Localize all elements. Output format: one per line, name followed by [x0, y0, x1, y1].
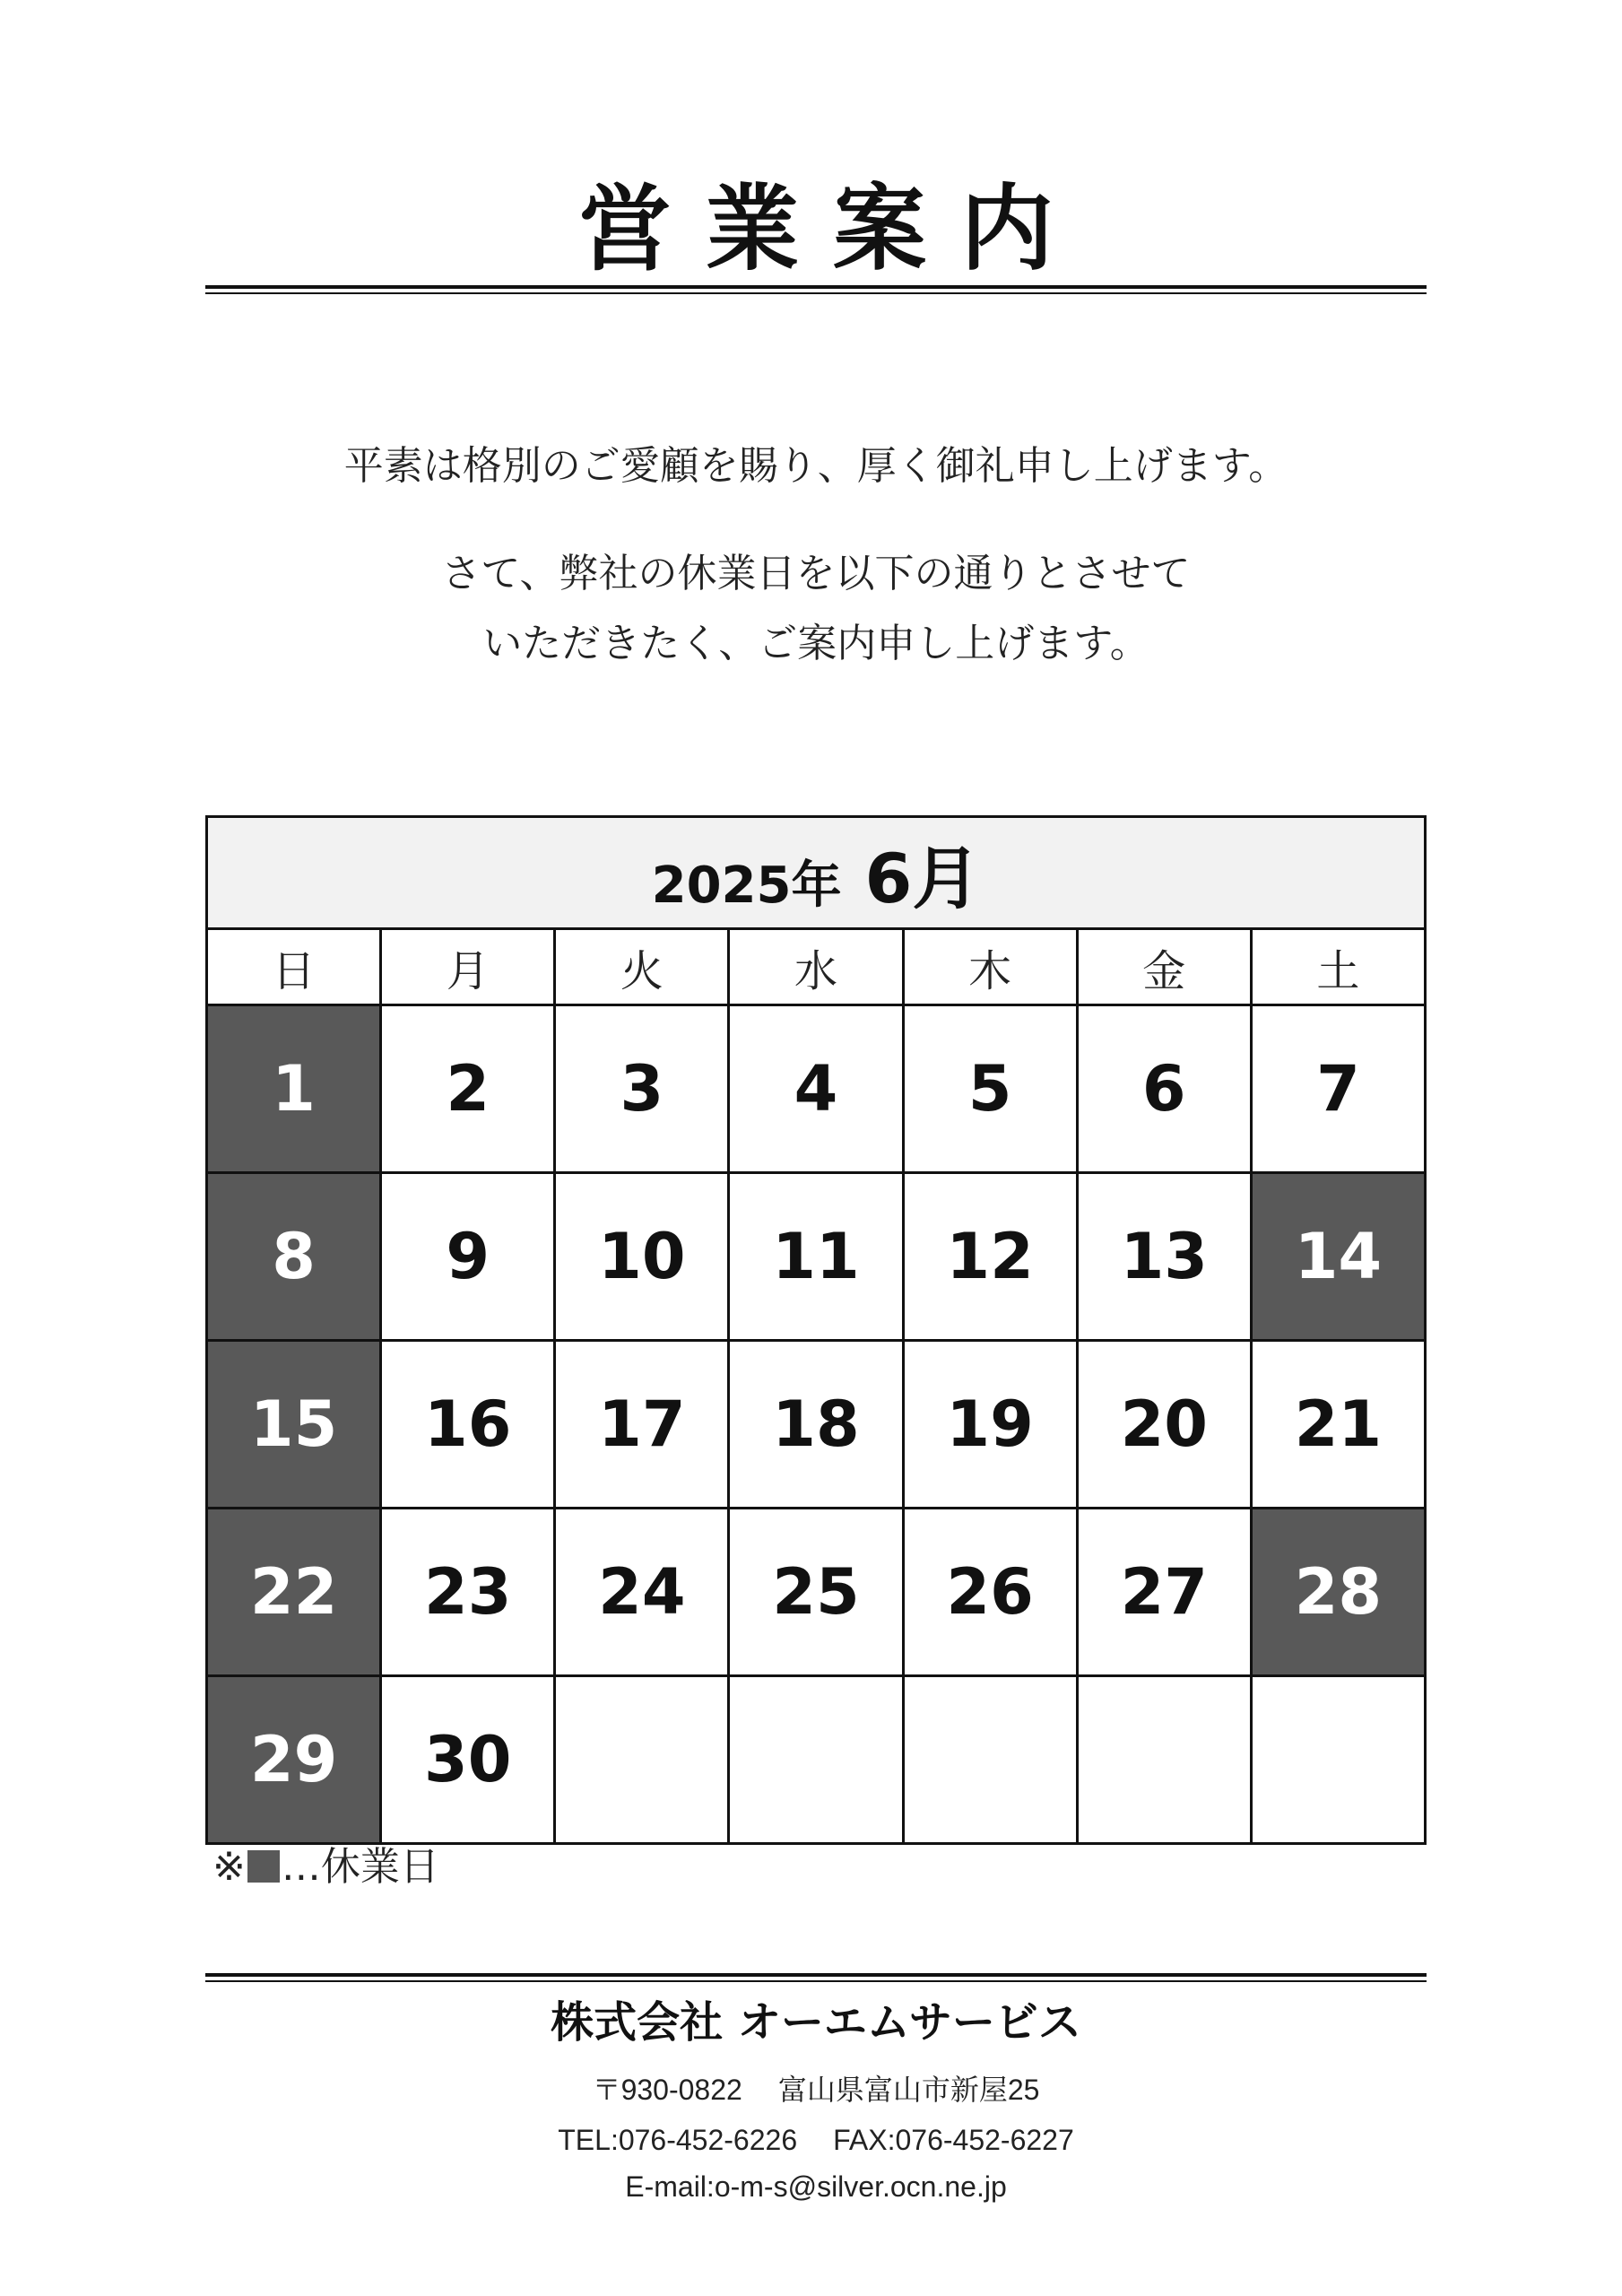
- company-name: 株式会社 オーエムサービス: [551, 1997, 1081, 2048]
- day-cell: 27: [1077, 1509, 1251, 1676]
- calendar-year: 2025年: [651, 856, 842, 915]
- week-row-5: [207, 1676, 1426, 1844]
- company-email: E-mail:o-m-s@silver.ocn.ne.jp: [625, 2170, 1007, 2203]
- calendar-table: [205, 815, 1427, 1845]
- day-cell-holiday: 22: [207, 1509, 381, 1676]
- day-cell: [1077, 1676, 1251, 1844]
- week-row-4: [207, 1509, 1426, 1676]
- day-cell-holiday: 1: [207, 1005, 381, 1173]
- company-contact-numbers: [205, 2120, 1427, 2160]
- weekday-sun: 日: [207, 929, 381, 1005]
- weekday-row: [207, 929, 1426, 1005]
- greeting-line-3: いただきたく、ご案内申し上げます。: [482, 621, 1149, 666]
- day-cell: 9: [381, 1173, 555, 1341]
- day-cell: 19: [903, 1341, 1077, 1509]
- day-cell-holiday: 15: [207, 1341, 381, 1509]
- day-cell: 4: [729, 1005, 903, 1173]
- day-cell-holiday: 8: [207, 1173, 381, 1341]
- day-cell: 10: [555, 1173, 729, 1341]
- weekday-sat: 土: [1251, 929, 1425, 1005]
- weekday-mon: 月: [381, 929, 555, 1005]
- tel-number: TEL:076-452-6226: [558, 2124, 798, 2156]
- day-cell: 16: [381, 1341, 555, 1509]
- day-cell: [729, 1676, 903, 1844]
- day-cell: 3: [555, 1005, 729, 1173]
- day-cell: 18: [729, 1341, 903, 1509]
- day-cell: 6: [1077, 1005, 1251, 1173]
- weekday-fri: 金: [1077, 929, 1251, 1005]
- calendar-month-header: [207, 817, 1426, 929]
- day-cell: 13: [1077, 1173, 1251, 1341]
- day-cell-holiday: 14: [1251, 1173, 1425, 1341]
- day-cell: 7: [1251, 1005, 1425, 1173]
- weekday-tue: 火: [555, 929, 729, 1005]
- day-cell-holiday: 28: [1251, 1509, 1425, 1676]
- day-cell: 21: [1251, 1341, 1425, 1509]
- postal-code: 〒930-0822: [592, 2074, 742, 2106]
- day-cell: 30: [381, 1676, 555, 1844]
- day-cell-holiday: 29: [207, 1676, 381, 1844]
- day-cell: 11: [729, 1173, 903, 1341]
- week-row-2: [207, 1173, 1426, 1341]
- day-cell: 2: [381, 1005, 555, 1173]
- page-title: 営業案内: [577, 174, 1088, 283]
- footer-divider: [205, 1973, 1427, 1982]
- day-cell: 23: [381, 1509, 555, 1676]
- day-cell: 26: [903, 1509, 1077, 1676]
- day-cell: [1251, 1676, 1425, 1844]
- legend-label: …休業日: [281, 1844, 439, 1890]
- calendar-month: 6月: [864, 838, 981, 918]
- week-row-1: [207, 1005, 1426, 1173]
- street-address: 富山県富山市新屋25: [777, 2074, 1040, 2106]
- day-cell: [903, 1676, 1077, 1844]
- weekday-thu: 木: [903, 929, 1077, 1005]
- greeting-line-1: 平素は格別のご愛顧を賜り、厚く御礼申し上げます。: [343, 443, 1288, 489]
- day-cell: 25: [729, 1509, 903, 1676]
- holiday-legend: [213, 1840, 439, 1894]
- day-cell: 5: [903, 1005, 1077, 1173]
- day-cell: 12: [903, 1173, 1077, 1341]
- title-divider: [205, 285, 1427, 294]
- legend-prefix: ※: [213, 1844, 246, 1890]
- company-address: [205, 2070, 1427, 2109]
- day-cell: 17: [555, 1341, 729, 1509]
- day-cell: [555, 1676, 729, 1844]
- fax-number: FAX:076-452-6227: [833, 2124, 1074, 2156]
- greeting-line-2: さて、弊社の休業日を以下の通りとさせて: [441, 551, 1191, 596]
- day-cell: 20: [1077, 1341, 1251, 1509]
- legend-square-icon: [247, 1850, 280, 1883]
- week-row-3: [207, 1341, 1426, 1509]
- day-cell: 24: [555, 1509, 729, 1676]
- weekday-wed: 水: [729, 929, 903, 1005]
